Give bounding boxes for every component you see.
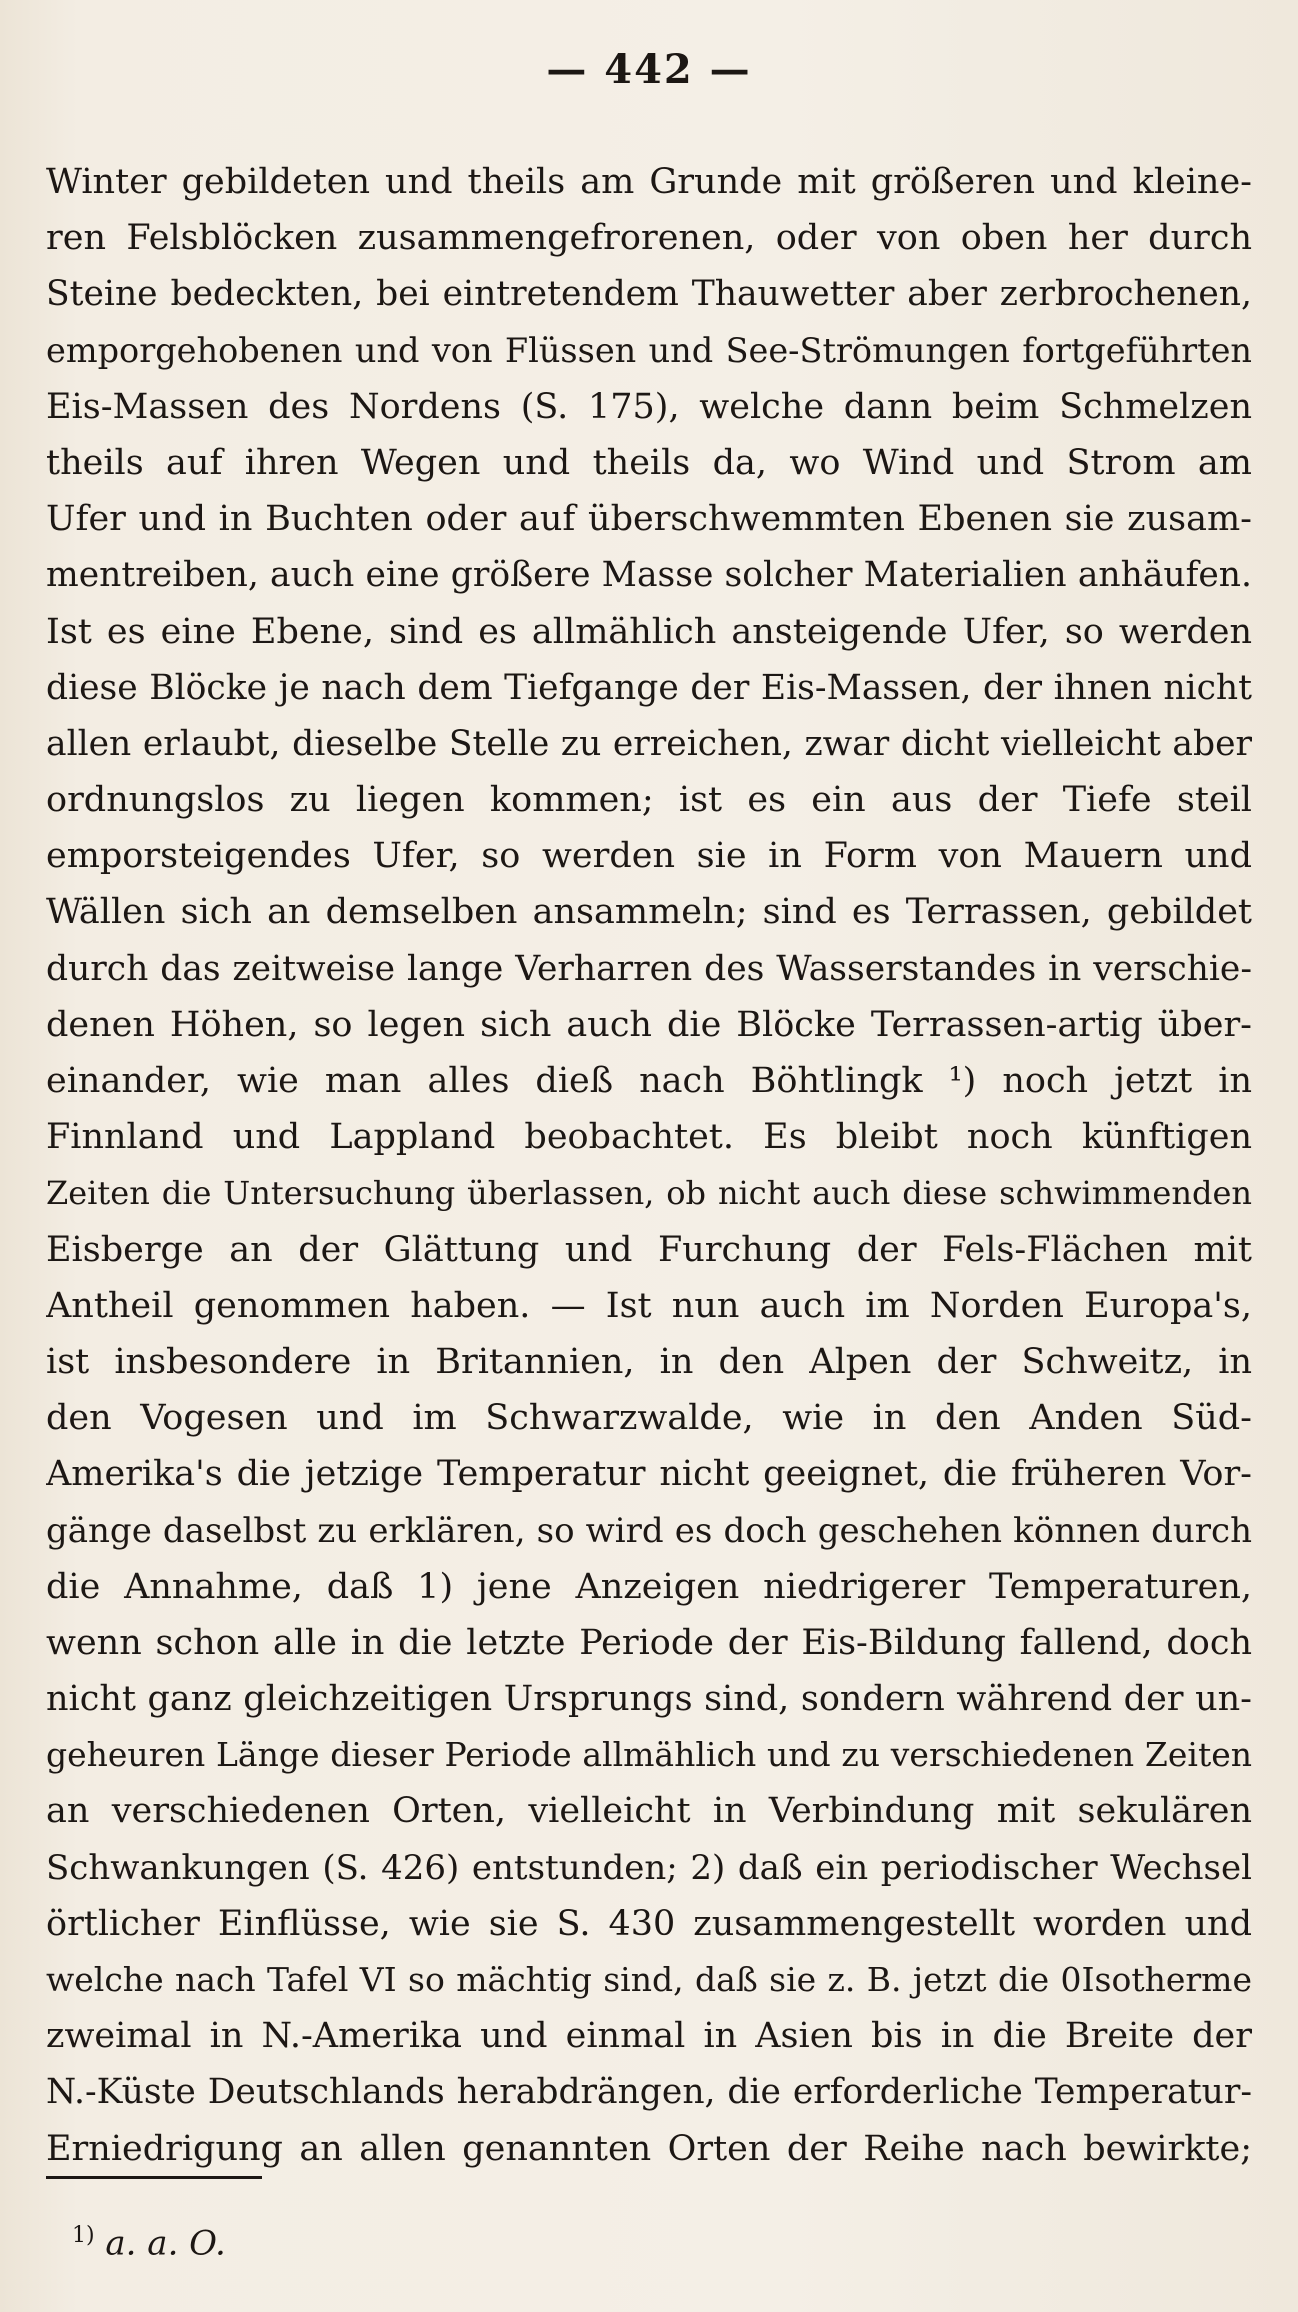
text-line: örtlicher Einflüsse, wie sie S. 430 zusammengestellt worden und [46,1903,1252,1944]
text-line: an verschiedenen Orten, vielleicht in Verbindung mit sekulären [46,1791,1252,1832]
text-line: einander, wie man alles dieß nach Böhtlingk ¹) noch jetzt in [46,1061,1252,1101]
text-line: geheuren Länge dieser Periode allmählich und zu verschiedenen Zeiten [46,1735,1252,1775]
text-line: Amerika's die jetzige Temperatur nicht geeignet, die früheren Vor- [46,1454,1252,1495]
text-line: mentreiben, auch eine größere Masse solcher Materialien anhäufen. [46,555,1252,596]
text-line: welche nach Tafel VI so mächtig sind, daß sie z. B. jetzt die 0Isotherme [46,1960,1252,1999]
text-line: Schwankungen (S. 426) entstunden; 2) daß ein periodischer Wechsel [46,1847,1252,1888]
footnote-divider [46,2176,262,2179]
text-line: Ist es eine Ebene, sind es allmählich ansteigende Ufer, so werden [46,611,1252,652]
text-line: Zeiten die Untersuchung überlassen, ob nicht auch diese schwimmenden [46,1174,1252,1213]
text-line: zweimal in N.-Amerika und einmal in Asien bis in die Breite der [46,2016,1252,2057]
text-line: Ufer und in Buchten oder auf überschwemmten Ebenen sie zusam- [46,499,1252,540]
text-line: durch das zeitweise lange Verharren des Wasserstandes in verschie- [46,948,1252,989]
text-line: Winter gebildeten und theils am Grunde mit größeren und kleine- [46,162,1252,202]
footnote-marker: 1) [72,2223,95,2248]
text-line: wenn schon alle in die letzte Periode der Eis-Bildung fallend, doch [46,1622,1252,1663]
text-line: nicht ganz gleichzeitigen Ursprungs sind, sondern während der un- [46,1679,1252,1720]
text-line: ordnungslos zu liegen kommen; ist es ein aus der Tiefe steil [46,780,1252,821]
text-line: Wällen sich an demselben ansammeln; sind es Terrassen, gebildet [46,892,1252,933]
text-line: diese Blöcke je nach dem Tiefgange der Eis-Massen, der ihnen nicht [46,667,1252,708]
text-line: Finnland und Lappland beobachtet. Es bleibt noch künftigen [46,1117,1252,1158]
text-line: theils auf ihren Wegen und theils da, wo Wind und Strom am [46,442,1252,483]
text-line: emporgehobenen und von Flüssen und See-Strömungen fortgeführten [46,330,1252,370]
body-text [46,154,1252,2177]
footnote-text: a. a. O. [105,2223,226,2264]
text-line: Eisberge an der Glättung und Furchung der Fels-Flächen mit [46,1229,1252,1270]
text-line: N.-Küste Deutschlands herabdrängen, die erforderliche Temperatur- [46,2072,1252,2113]
text-line: den Vogesen und im Schwarzwalde, wie in den Anden Süd- [46,1398,1252,1439]
footnote [72,2216,226,2263]
text-line: die Annahme, daß 1) jene Anzeigen niedrigerer Temperaturen, [46,1566,1252,1607]
text-line: gänge daselbst zu erklären, so wird es doch geschehen können durch [46,1510,1252,1551]
text-line: Antheil genommen haben. — Ist nun auch im Norden Europa's, [46,1285,1252,1326]
text-line: ist insbesondere in Britannien, in den Alpen der Schweitz, in [46,1341,1252,1382]
text-line: Steine bedeckten, bei eintretendem Thauwetter aber zerbrochenen, [46,274,1252,315]
text-line: allen erlaubt, dieselbe Stelle zu erreichen, zwar dicht vielleicht aber [46,723,1252,764]
text-line: Eis-Massen des Nordens (S. 175), welche dann beim Schmelzen [46,386,1252,427]
text-line: denen Höhen, so legen sich auch die Blöcke Terrassen-artig über- [46,1004,1252,1045]
page-number: — 442 — [546,46,752,93]
text-line: ren Felsblöcken zusammengefrorenen, oder von oben her durch [46,218,1252,259]
text-line: Erniedrigung an allen genannten Orten der Reihe nach bewirkte; [46,2128,1252,2169]
text-line: emporsteigendes Ufer, so werden sie in Form von Mauern und [46,836,1252,877]
